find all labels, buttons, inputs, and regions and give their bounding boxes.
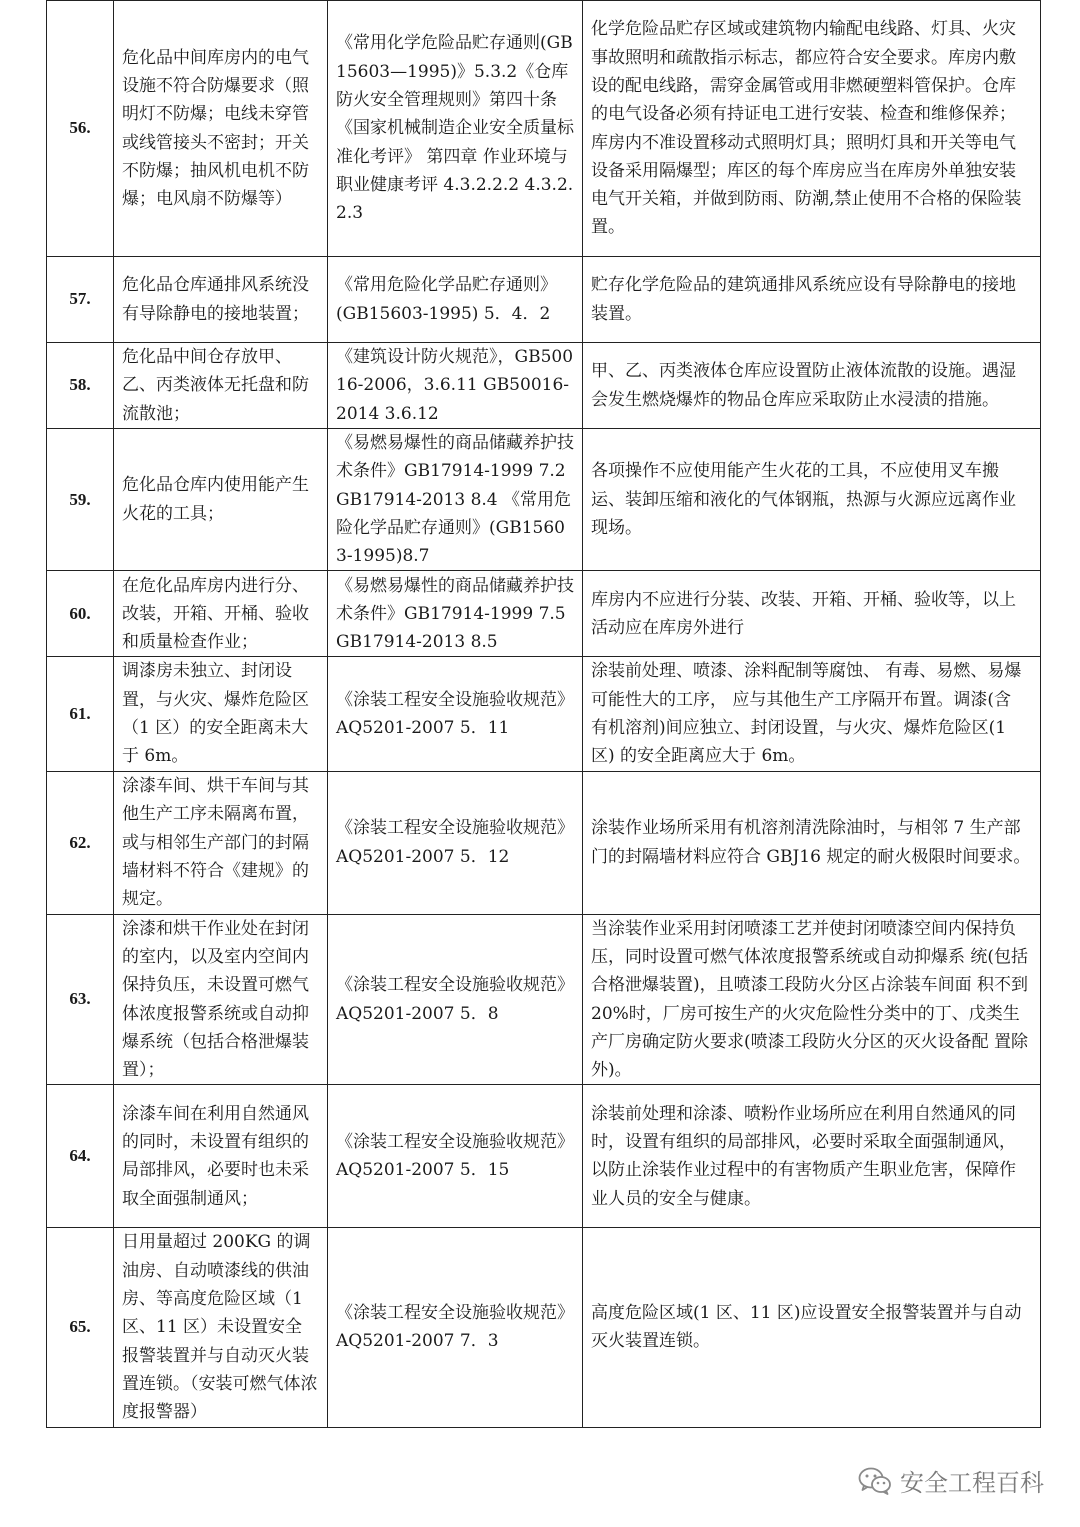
row-number: 59. [47,429,114,571]
regulation-basis: 《建筑设计防火规范》，GB50016-2006，3.6.11 GB50016-2014 3.6.12 [328,343,583,429]
table-row [47,257,1041,343]
table-row [47,429,1041,571]
rectification-requirement: 化学危险品贮存区域或建筑物内输配电线路、灯具、火灾事故照明和疏散指示标志，都应符合安全要求。库房内敷设的配电线路，需穿金属管或用非燃硬塑料管保护。仓库的电气设备必须有持证电工进行安装、检查和维修保养；库房内不准设置移动式照明灯具；照明灯具和开关等电气设备采用隔爆型；库区的每个库房应当在库房外单独安装电气开关箱，并做到防雨、防潮,禁止使用不合格的保险装置。 [583,1,1041,257]
rectification-requirement: 当涂装作业采用封闭喷漆工艺并使封闭喷漆空间内保持负压，同时设置可燃气体浓度报警系统或自动抑爆系 统(包括合格泄爆装置)，且喷漆工段防火分区占涂装车间面 积不到 20%时，厂房可按生产的火灾危险性分类中的丁、戊类生产厂房确定防火要求(喷漆工段防火分区的灭火设备配 置除外)。 [583,914,1041,1085]
table-row [47,343,1041,429]
table-row [47,914,1041,1085]
row-number: 63. [47,914,114,1085]
rectification-requirement: 涂装前处理、喷漆、涂料配制等腐蚀、 有毒、易燃、易爆可能性大的工序， 应与其他生产工序隔开布置。调漆(含 有机溶剂)间应独立、封闭设置，与火灾、爆炸危险区(1 区) 的安全距离应大于 6m。 [583,657,1041,771]
regulation-basis: 《涂装工程安全设施验收规范》AQ5201-2007 5．8 [328,914,583,1085]
row-number: 60. [47,571,114,657]
row-number: 65. [47,1228,114,1427]
regulation-basis: 《涂装工程安全设施验收规范》AQ5201-2007 5．15 [328,1085,583,1228]
row-number: 58. [47,343,114,429]
rectification-requirement: 贮存化学危险品的建筑通排风系统应设有导除静电的接地装置。 [583,257,1041,343]
hazard-description: 危化品中间库房内的电气设施不符合防爆要求（照明灯不防爆；电线未穿管或线管接头不密封；开关不防爆；抽风机电机不防爆；电风扇不防爆等） [114,1,328,257]
table-row [47,571,1041,657]
hazard-description: 危化品仓库内使用能产生火花的工具； [114,429,328,571]
hazard-description: 日用量超过 200KG 的调油房、自动喷漆线的供油房、等高度危险区域（1 区、11 区）未设置安全报警装置并与自动灭火装置连锁。（安装可燃气体浓度报警器） [114,1228,328,1427]
rectification-requirement: 涂装作业场所采用有机溶剂清洗除油时，与相邻 7 生产部门的封隔墙材料应符合 GBJ16 规定的耐火极限时间要求。 [583,771,1041,914]
watermark-text: 安全工程百科 [900,1469,1044,1497]
rectification-requirement: 高度危险区域(1 区、11 区)应设置安全报警装置并与自动灭火装置连锁。 [583,1228,1041,1427]
watermark [858,1463,1044,1498]
row-number: 64. [47,1085,114,1228]
hazard-description: 危化品中间仓存放甲、乙、丙类液体无托盘和防流散池； [114,343,328,429]
hazard-description: 危化品仓库通排风系统没有导除静电的接地装置； [114,257,328,343]
hazard-description: 调漆房未独立、封闭设置，与火灾、爆炸危险区（1 区）的安全距离未大于 6m。 [114,657,328,771]
table-row [47,1085,1041,1228]
rectification-requirement: 涂装前处理和涂漆、喷粉作业场所应在利用自然通风的同时，设置有组织的局部排风，必要时采取全面强制通风，以防止涂装作业过程中的有害物质产生职业危害，保障作业人员的安全与健康。 [583,1085,1041,1228]
table-row [47,771,1041,914]
row-number: 57. [47,257,114,343]
hazard-description: 在危化品库房内进行分、改装，开箱、开桶、验收和质量检查作业； [114,571,328,657]
hazard-description: 涂漆车间、烘干车间与其他生产工序未隔离布置，或与相邻生产部门的封隔墙材料不符合《建规》的规定。 [114,771,328,914]
rectification-requirement: 库房内不应进行分装、改装、开箱、开桶、验收等，以上活动应在库房外进行 [583,571,1041,657]
hazard-description: 涂漆车间在利用自然通风的同时，未设置有组织的局部排风，必要时也未采取全面强制通风； [114,1085,328,1228]
rectification-requirement: 甲、乙、丙类液体仓库应设置防止液体流散的设施。遇湿会发生燃烧爆炸的物品仓库应采取防止水浸渍的措施。 [583,343,1041,429]
hazard-description: 涂漆和烘干作业处在封闭的室内，以及室内空间内保持负压，未设置可燃气体浓度报警系统或自动抑爆系统（包括合格泄爆装置）； [114,914,328,1085]
row-number: 56. [47,1,114,257]
wechat-icon [858,1467,892,1495]
hazard-table [46,0,1041,1428]
row-number: 61. [47,657,114,771]
regulation-basis: 《易燃易爆性的商品储藏养护技术条件》GB17914-1999 7.5 GB17914-2013 8.5 [328,571,583,657]
regulation-basis: 《常用化学危险品贮存通则(GB15603—1995)》5.3.2《仓库防火安全管理规则》第四十条《国家机械制造企业安全质量标准化考评》 第四章 作业环境与职业健康考评 4.3.2.2.2 4.3.2.2.3 [328,1,583,257]
regulation-basis: 《涂装工程安全设施验收规范》AQ5201-2007 7．3 [328,1228,583,1427]
row-number: 62. [47,771,114,914]
table-row [47,1,1041,257]
table-row [47,657,1041,771]
regulation-basis: 《易燃易爆性的商品储藏养护技术条件》GB17914-1999 7.2 GB17914-2013 8.4 《常用危险化学品贮存通则》(GB15603-1995)8.7 [328,429,583,571]
regulation-basis: 《涂装工程安全设施验收规范》AQ5201-2007 5．11 [328,657,583,771]
table-row [47,1228,1041,1427]
regulation-basis: 《涂装工程安全设施验收规范》AQ5201-2007 5．12 [328,771,583,914]
rectification-requirement: 各项操作不应使用能产生火花的工具，不应使用叉车搬运、装卸压缩和液化的气体钢瓶，热源与火源应远离作业现场。 [583,429,1041,571]
regulation-basis: 《常用危险化学品贮存通则》(GB15603-1995) 5．4．2 [328,257,583,343]
